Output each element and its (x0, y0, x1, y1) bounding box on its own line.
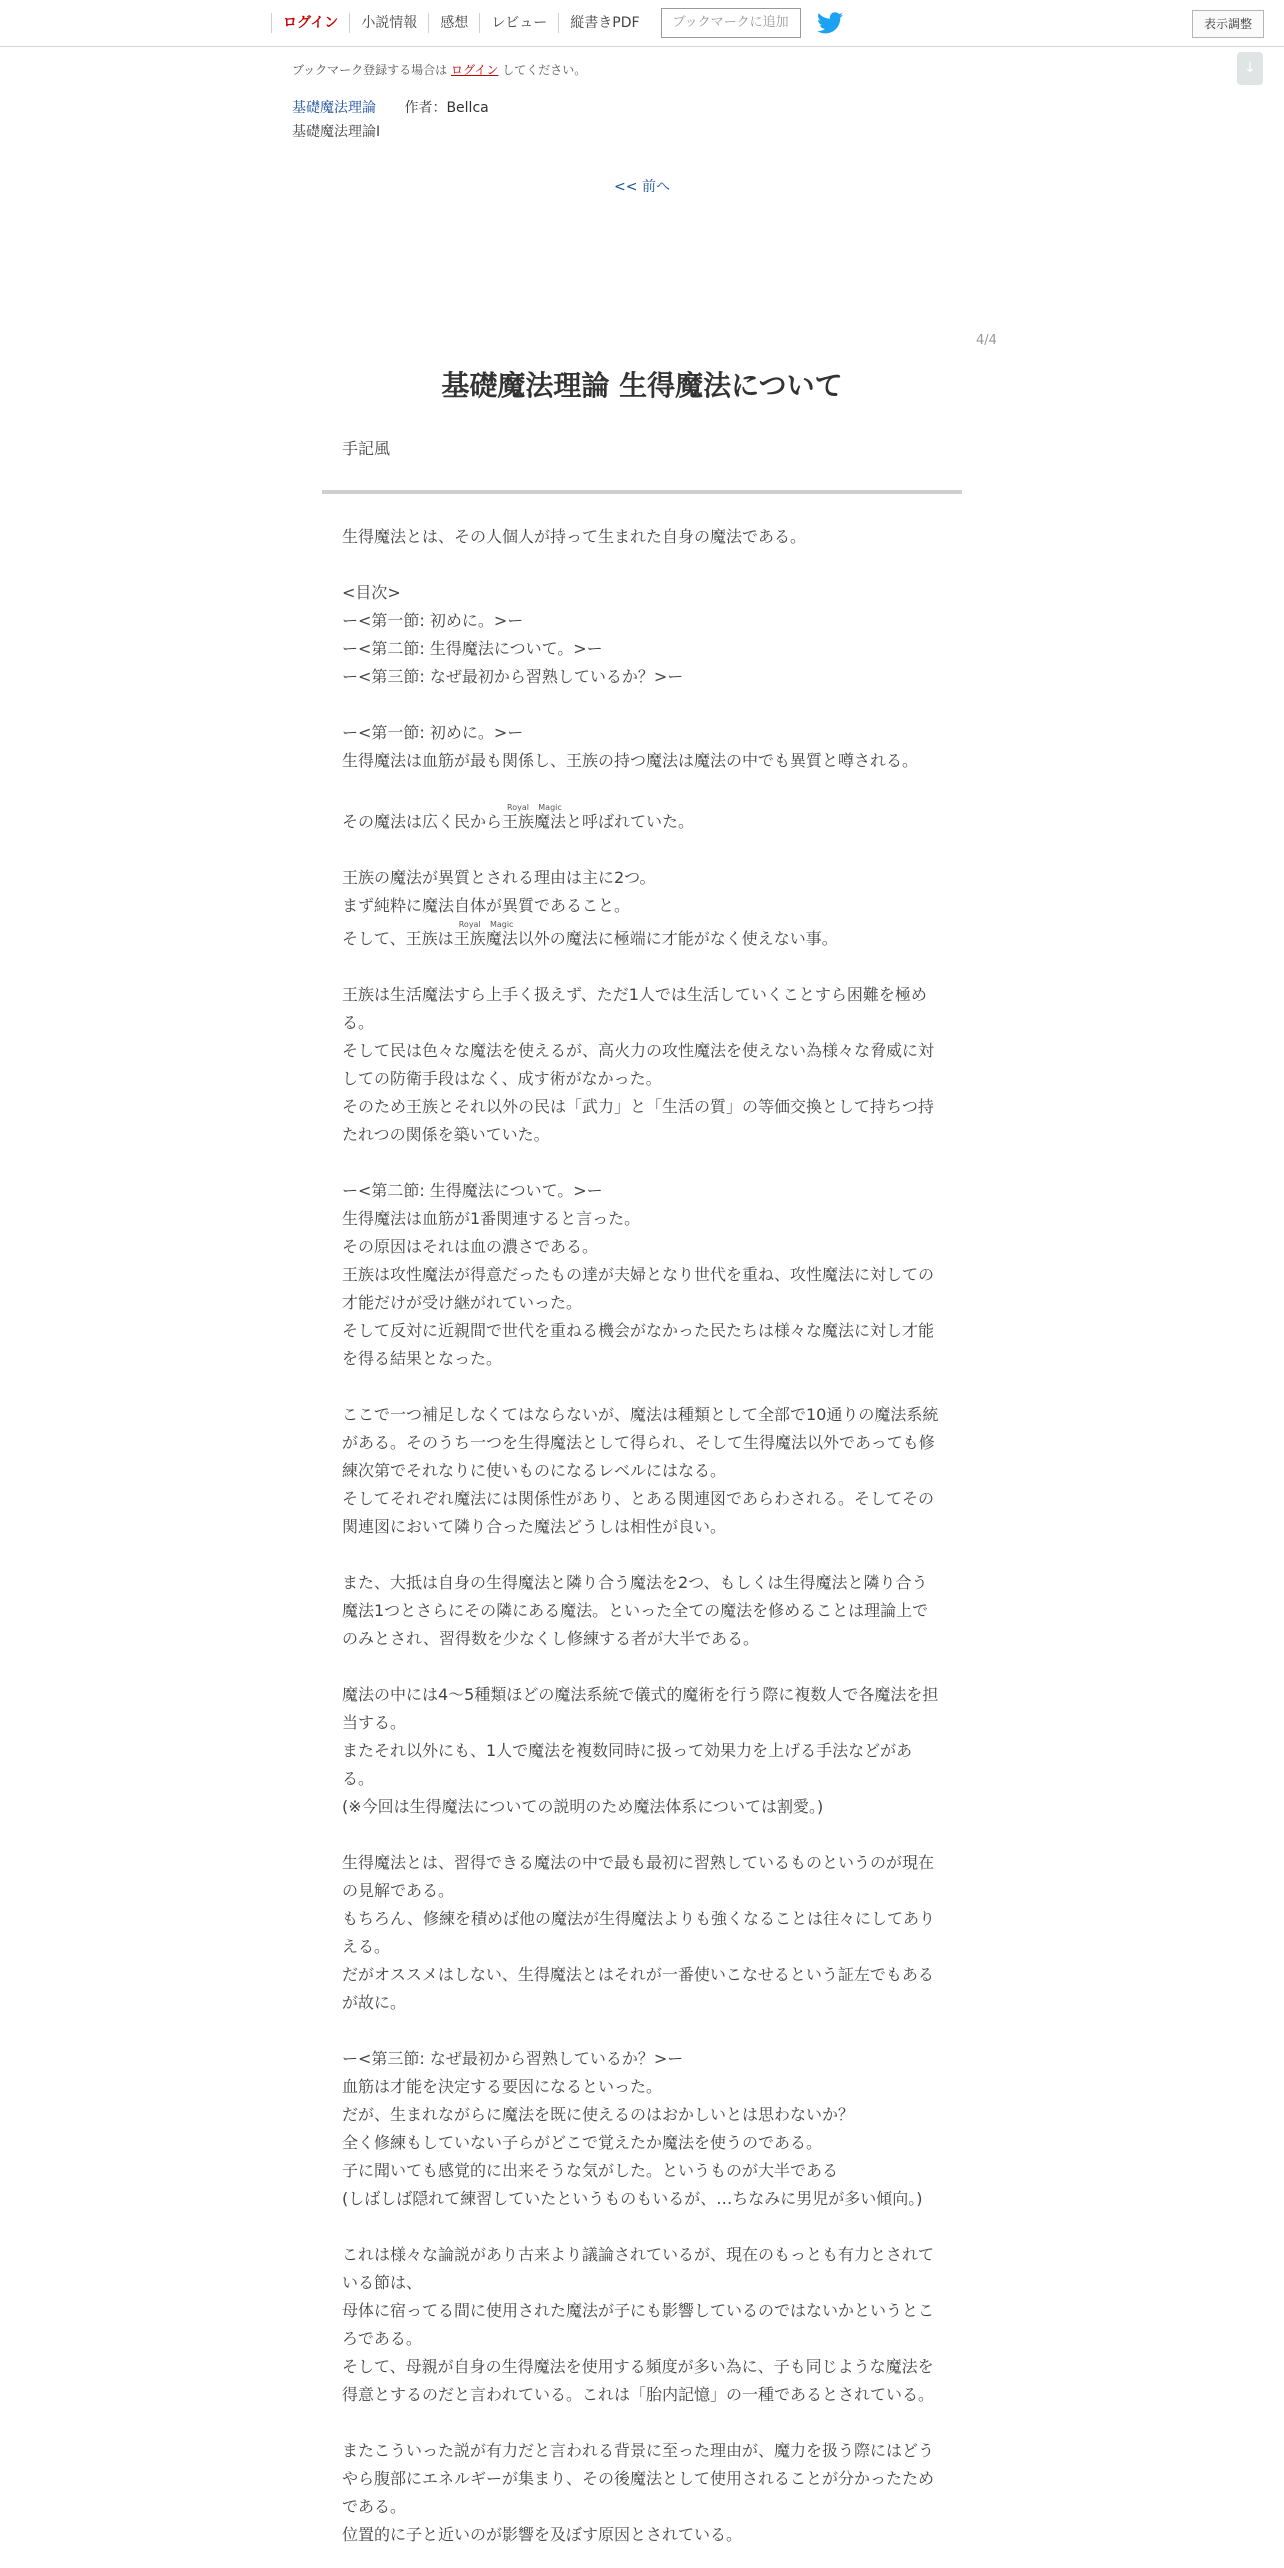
ruby-royal (502, 803, 535, 831)
chapter-title: 基礎魔法理論 生得魔法について (441, 369, 843, 402)
blank-line (342, 1653, 942, 1681)
body-line: またそれ以外にも、1人で魔法を複数同時に扱って効果力を上げる手法などがある。 (342, 1741, 913, 1788)
nav-novel-info[interactable]: 小説情報 (349, 13, 428, 33)
ruby-magic (485, 920, 518, 948)
body-line: そして反対に近親間で世代を重ねる機会がなかった民たちは様々な魔法に対し才能を得る結果となった。 (342, 1321, 935, 1368)
top-header (0, 0, 1284, 47)
ruby-text: Magic (534, 803, 567, 812)
nav-vertical-pdf[interactable]: 縦書きPDF (558, 13, 650, 33)
body-line: ここで一つ補足しなくてはならないが、魔法は種類として全部で10通りの魔法系統がある。そのうち一つを生得魔法として得られ、そして生得魔法以外であっても修練次第でそれなりに使いものになるレベルにはなる。 (342, 1405, 939, 1480)
blank-line (342, 2017, 942, 2045)
body-line: これは様々な論説があり古来より議論されているが、現在のもっとも有力とされている節は、 (342, 2245, 935, 2292)
body-line: そしてそれぞれ魔法には関係性があり、とある関連図であらわされる。そしてその関連図において隣り合った魔法どうしは相性が良い。 (342, 1489, 935, 1536)
blank-line (342, 953, 942, 981)
add-bookmark-button[interactable]: ブックマークに追加 (661, 8, 801, 38)
body-line: 全く修練もしていない子らがどこで覚えたか魔法を使うのである。 (342, 2133, 823, 2152)
body-line: 生得魔法は血筋が1番関連すると言った。 (342, 1209, 641, 1228)
body-line: だがオススメはしない、生得魔法とはそれが一番使いこなせるという証左でもあるが故に。 (342, 1965, 934, 2012)
ruby-royal (453, 920, 486, 948)
body-line: 子に聞いても感覚的に出来そうな気がした。というものが大半である (342, 2161, 839, 2180)
body-line: 位置的に子と近いのが影響を及ぼす原因とされている。 (342, 2525, 743, 2544)
body-line: (しばしば隠れて練習していたというものもいるが、…ちなみに男児が多い傾向。) (342, 2189, 923, 2208)
body-line-ruby (342, 803, 942, 836)
ruby-base: 王族 (453, 929, 486, 948)
body-line: ー<第二節: 生得魔法について。>ー (342, 1181, 603, 1200)
blank-line (342, 1541, 942, 1569)
body-line: ー<第三節: なぜ最初から習熟しているか？>ー (342, 667, 684, 686)
body-line: ー<第一節: 初めに。>ー (342, 723, 524, 742)
novel-title: 基礎魔法理論Ⅰ (292, 124, 381, 140)
body-line: その原因はそれは血の濃さである。 (342, 1237, 599, 1256)
blank-line (342, 1821, 942, 1849)
top-nav (271, 8, 843, 38)
body-line: 生得魔法は血筋が最も関係し、王族の持つ魔法は魔法の中でも異質と噂される。 (342, 751, 919, 770)
body-line: 生得魔法とは、その人個人が持って生まれた自身の魔法である。 (342, 527, 807, 546)
body-line: そして、母親が自身の生得魔法を使用する頻度が多い為に、子も同じような魔法を得意とするのだと言われている。これは「胎内記憶」の一種であるとされている。 (342, 2357, 935, 2404)
body-line: 魔法の中には4～5種類ほどの魔法系統で儀式的魔術を行う際に複数人で各魔法を担当する。 (342, 1685, 939, 1732)
body-line: そのため王族とそれ以外の民は「武力」と「生活の質」の等価交換として持ちつ持たれつの関係を築いていた。 (342, 1097, 934, 1144)
body-line: まず純粋に魔法自体が異質であること。 (342, 896, 631, 915)
blank-line (342, 2213, 942, 2241)
text-fragment: その魔法は広く民から (342, 812, 503, 831)
body-line: また、大抵は自身の生得魔法と隣り合う魔法を2つ、もしくは生得魔法と隣り合う魔法1つとさらにその隣にある魔法。といった全ての魔法を修めることは理論上でのみとされ、習得数を少なくし修練する者が大半である。 (342, 1573, 929, 1648)
blank-line (342, 1149, 942, 1177)
nav-impressions[interactable]: 感想 (428, 13, 479, 33)
blank-line (342, 775, 942, 803)
body-line: そして民は色々な魔法を使えるが、高火力の攻性魔法を使えない為様々な脅威に対しての防衛手段はなく、成す術がなかった。 (342, 1041, 935, 1088)
blank-line (342, 1373, 942, 1401)
series-link[interactable]: 基礎魔法理論 (292, 100, 376, 116)
body-line: 王族の魔法が異質とされる理由は主に2つ。 (342, 868, 656, 887)
blank-line (342, 551, 942, 579)
preface-divider (322, 490, 962, 494)
body-line: 王族は攻性魔法が得意だったもの達が夫婦となり世代を重ね、攻性魔法に対しての才能だけが受け継がれていった。 (342, 1265, 935, 1312)
body-line: ー<第二節: 生得魔法について。>ー (342, 639, 603, 658)
notice-text-before: ブックマーク登録する場合は (292, 63, 448, 77)
text-fragment: そして、王族は (342, 929, 454, 948)
chapter-body (342, 523, 942, 2549)
nav-reviews[interactable]: レビュー (479, 13, 558, 33)
text-fragment: 以外の魔法に極端に才能がなく使えない事。 (517, 929, 838, 948)
notice-login-link[interactable]: ログイン (451, 63, 499, 77)
chapter-preface: 手記風 (342, 439, 391, 458)
series-info (292, 97, 489, 117)
blank-line (342, 836, 942, 864)
blank-line (342, 2409, 942, 2437)
twitter-icon[interactable] (817, 12, 843, 34)
body-line: ー<第一節: 初めに。>ー (342, 611, 524, 630)
page-counter: 4/4 (976, 333, 997, 348)
body-line: またこういった説が有力だと言われる背景に至った理由が、魔力を扱う際にはどうやら腹部にエネルギーが集まり、その後魔法として使用されることが分かったためである。 (342, 2441, 935, 2516)
body-line: だが、生まれながらに魔法を既に使えるのはおかしいとは思わないか？ (342, 2105, 855, 2124)
bookmark-login-notice (292, 61, 586, 78)
ruby-base: 魔法 (485, 929, 518, 948)
ruby-base: 王族 (502, 812, 535, 831)
nav-login[interactable]: ログイン (271, 13, 349, 33)
body-line: 血筋は才能を決定する要因になるといった。 (342, 2077, 663, 2096)
ruby-text: Royal (502, 803, 535, 812)
ruby-text: Magic (485, 920, 518, 929)
body-line: 生得魔法とは、習得できる魔法の中で最も最初に習熟しているものというのが現在の見解である。 (342, 1853, 935, 1900)
notice-text-after: してください。 (502, 63, 587, 77)
body-line: (※今回は生得魔法についての説明のため魔法体系については割愛。) (342, 1797, 824, 1816)
text-fragment: と呼ばれていた。 (566, 812, 695, 831)
body-line-ruby (342, 920, 942, 953)
prev-page-link[interactable]: << 前へ (614, 179, 670, 195)
ruby-base: 魔法 (534, 812, 567, 831)
body-line: もちろん、修練を積めば他の魔法が生得魔法よりも強くなることは往々にしてありえる。 (342, 1909, 935, 1956)
body-line: 王族は生活魔法すら上手く扱えず、ただ1人では生活していくことすら困難を極める。 (342, 985, 927, 1032)
body-line: ー<第三節: なぜ最初から習熟しているか？>ー (342, 2049, 684, 2068)
display-settings-button[interactable]: 表示調整 (1192, 10, 1264, 38)
scroll-down-button[interactable]: ↓ (1237, 52, 1263, 85)
ruby-text: Royal (453, 920, 486, 929)
body-line: 母体に宿ってる間に使用された魔法が子にも影響しているのではないかというところである。 (342, 2301, 935, 2348)
blank-line (342, 691, 942, 719)
ruby-magic (534, 803, 567, 831)
author-name: 作者：Bellca (404, 100, 489, 116)
body-line: <目次> (342, 583, 401, 602)
